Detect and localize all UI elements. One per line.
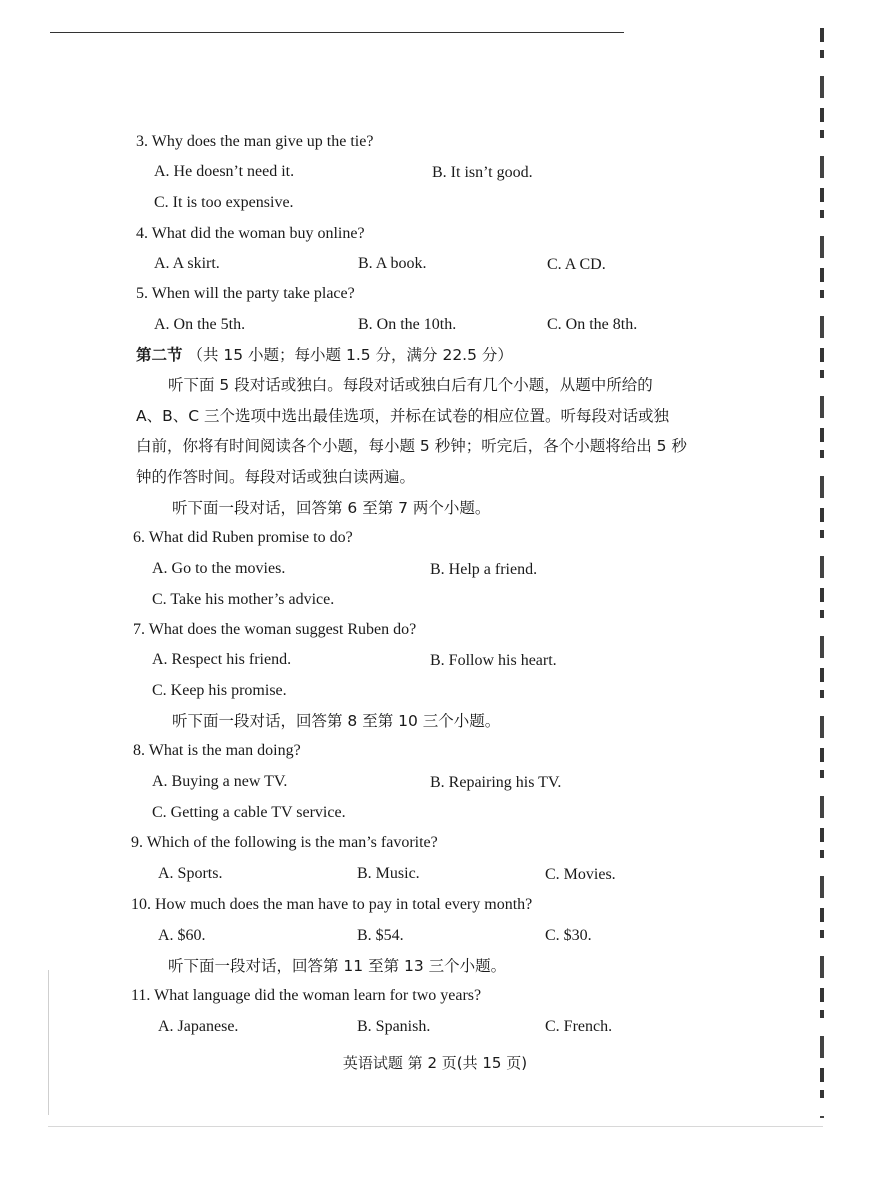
option-9b: B. Music. <box>357 865 420 882</box>
option-7b: B. Follow his heart. <box>430 652 557 669</box>
question-4: 4. What did the woman buy online? <box>136 225 365 242</box>
section-info: （共 15 小题；每小题 1.5 分，满分 22.5 分） <box>187 346 513 364</box>
question-11: 11. What language did the woman learn for two years? <box>131 987 482 1004</box>
option-9a: A. Sports. <box>158 865 223 882</box>
option-11c: C. French. <box>545 1018 613 1035</box>
option-7a: A. Respect his friend. <box>152 651 292 668</box>
scan-edge <box>820 28 824 1118</box>
option-4c: C. A CD. <box>547 256 606 273</box>
instruction-line: 听下面 5 段对话或独白。每段对话或独白后有几个小题，从题中所给的 <box>168 376 653 394</box>
section-instructions <box>136 370 736 492</box>
question-6: 6. What did Ruben promise to do? <box>133 529 353 546</box>
instruction-line: A、B、C 三个选项中选出最佳选项，并标在试卷的相应位置。听每段对话或独 <box>136 406 669 425</box>
direction-6-7: 听下面一段对话，回答第 6 至第 7 两个小题。 <box>172 499 491 517</box>
option-10c: C. $30. <box>545 927 592 944</box>
option-8a: A. Buying a new TV. <box>152 773 288 790</box>
section-header <box>136 345 513 365</box>
option-11b: B. Spanish. <box>357 1018 431 1035</box>
question-3: 3. Why does the man give up the tie? <box>136 133 374 150</box>
option-4a: A. A skirt. <box>154 255 220 272</box>
option-6c: C. Take his mother’s advice. <box>152 591 335 608</box>
top-rule <box>50 32 624 33</box>
direction-11-13: 听下面一段对话，回答第 11 至第 13 三个小题。 <box>168 957 507 975</box>
option-5c: C. On the 8th. <box>547 316 638 333</box>
option-9c: C. Movies. <box>545 866 616 883</box>
option-6a: A. Go to the movies. <box>152 560 286 577</box>
direction-8-10: 听下面一段对话，回答第 8 至第 10 三个小题。 <box>172 712 501 730</box>
option-5b: B. On the 10th. <box>358 316 457 333</box>
question-5: 5. When will the party take place? <box>136 285 355 302</box>
section-title: 第二节 <box>136 346 183 364</box>
option-5a: A. On the 5th. <box>154 316 246 333</box>
question-10: 10. How much does the man have to pay in total every month? <box>131 896 533 913</box>
scan-edge-left <box>48 970 49 1115</box>
option-11a: A. Japanese. <box>158 1018 239 1035</box>
option-8c: C. Getting a cable TV service. <box>152 804 346 821</box>
instruction-line: 钟的作答时间。每段对话或独白读两遍。 <box>136 467 416 486</box>
option-3b: B. It isn’t good. <box>432 164 533 181</box>
option-10a: A. $60. <box>158 927 206 944</box>
option-7c: C. Keep his promise. <box>152 682 287 699</box>
option-10b: B. $54. <box>357 927 404 944</box>
option-3c: C. It is too expensive. <box>154 194 294 211</box>
bottom-rule <box>48 1126 823 1127</box>
instruction-line: 白前，你将有时间阅读各个小题，每小题 5 秒钟；听完后，各个小题将给出 5 秒 <box>136 437 687 455</box>
question-9: 9. Which of the following is the man’s favorite? <box>131 834 438 851</box>
option-3a: A. He doesn’t need it. <box>154 163 295 180</box>
option-6b: B. Help a friend. <box>430 561 538 578</box>
option-8b: B. Repairing his TV. <box>430 774 562 791</box>
option-4b: B. A book. <box>358 255 427 272</box>
question-7: 7. What does the woman suggest Ruben do? <box>133 621 417 638</box>
page-footer: 英语试题 第 2 页(共 15 页) <box>342 1054 528 1072</box>
question-8: 8. What is the man doing? <box>133 742 301 759</box>
